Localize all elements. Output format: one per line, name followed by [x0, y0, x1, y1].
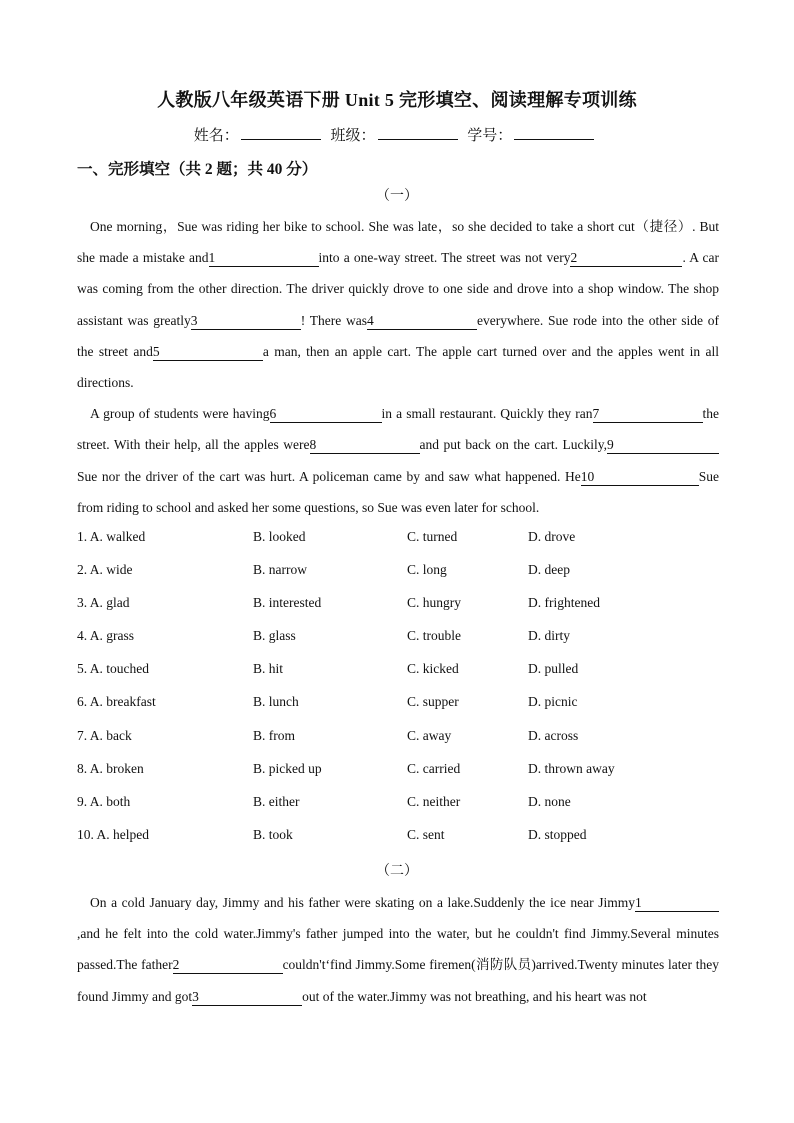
option-a: 5. A. touched [77, 661, 149, 677]
option-b: B. from [253, 727, 295, 743]
option-c: C. sent [407, 826, 445, 842]
blank-10: 10 [581, 469, 699, 486]
option-c: C. trouble [407, 628, 461, 644]
blank-3: 3 [191, 313, 301, 330]
passage-text: One morning，Sue was riding her bike to school. She was late，so she decided to take a short cut（捷径）. But she made a mistake and [77, 219, 719, 266]
option-b: B. lunch [253, 694, 299, 710]
passage-two [77, 887, 719, 1012]
question-row [77, 794, 719, 827]
name-blank[interactable] [241, 125, 321, 140]
option-c: C. neither [407, 793, 461, 809]
option-d: D. drove [528, 529, 576, 544]
question-row [77, 628, 719, 661]
passage-paragraph [77, 887, 719, 1012]
option-d: D. frightened [528, 595, 600, 611]
question-options [77, 529, 719, 860]
question-row [77, 529, 719, 562]
name-label: 姓名： [193, 128, 239, 144]
option-d: D. deep [528, 562, 570, 578]
option-d: D. stopped [528, 826, 587, 842]
option-a: 4. A. grass [77, 628, 134, 644]
passage-text: in a small restaurant. Quickly they ran [381, 406, 593, 422]
option-d: D. thrown away [528, 760, 615, 776]
blank-2: 2 [173, 957, 283, 974]
passage-text: couldn't‘find Jimmy.Some firemen(消防队员)arrived.Twenty minutes later they found Jimmy and got [77, 957, 719, 1004]
option-b: B. looked [253, 529, 306, 544]
blank-9: 9 [607, 437, 719, 454]
question-row [77, 595, 719, 628]
passage-text: ! There was [300, 312, 367, 328]
passage-paragraph [77, 211, 719, 398]
option-c: C. away [407, 727, 452, 743]
passage-text: A group of students were having [90, 406, 270, 422]
question-row [77, 661, 719, 694]
option-a: 10. A. helped [77, 826, 149, 842]
option-b: B. glass [253, 628, 296, 644]
blank-7: 7 [593, 406, 703, 423]
option-a: 2. A. wide [77, 562, 133, 578]
passage-text: a man, then an apple cart. The apple cart turned over and the apples went in all directions. [77, 343, 719, 391]
option-c: C. supper [407, 694, 459, 710]
option-d: D. pulled [528, 661, 579, 677]
option-d: D. none [528, 793, 571, 809]
option-d: D. across [528, 727, 579, 743]
option-b: B. hit [253, 661, 284, 677]
question-row [77, 694, 719, 727]
blank-4: 4 [367, 313, 477, 330]
blank-5: 5 [153, 344, 263, 361]
passage-text: the street. With their help, all the apples were [77, 406, 720, 453]
passage-text: Sue nor the driver of the cart was hurt. A policeman came by and saw what happened. He [77, 468, 581, 484]
option-c: C. kicked [407, 661, 459, 677]
option-c: C. hungry [407, 595, 461, 611]
option-b: B. either [253, 793, 300, 809]
passage-text: and put back on the cart. Luckily, [419, 437, 607, 453]
option-a: 9. A. both [77, 793, 131, 809]
question-row [77, 827, 719, 860]
section-heading: 一、完形填空（共 2 题；共 40 分） [77, 161, 318, 178]
option-c: C. carried [407, 760, 461, 776]
option-a: 8. A. broken [77, 760, 144, 776]
passage-text: into a one-way street. The street was not very [318, 250, 571, 266]
passage-two-label: （二） [376, 864, 418, 879]
option-a: 3. A. glad [77, 595, 130, 611]
blank-6: 6 [270, 406, 382, 423]
blank-2: 2 [570, 250, 682, 267]
question-row [77, 761, 719, 794]
passage-one-label: （一） [376, 189, 418, 204]
blank-3: 3 [192, 989, 302, 1006]
question-row [77, 728, 719, 761]
class-blank[interactable] [378, 125, 458, 140]
option-b: B. picked up [253, 760, 322, 776]
option-a: 6. A. breakfast [77, 694, 156, 710]
passage-text: ,and he felt into the cold water.Jimmy's father jumped into the water, but he couldn't find Jimmy.Several minutes passed.The father [77, 926, 719, 973]
option-c: C. turned [407, 529, 458, 544]
passage-text: . A car was coming from the other direction. The driver quickly drove to one side and drove into a shop window. The shop assistant was greatly [77, 250, 719, 328]
option-a: 7. A. back [77, 727, 132, 743]
passage-text: Sue from riding to school and asked her some questions, so Sue was even later for school. [77, 468, 719, 515]
option-b: B. interested [253, 595, 322, 611]
passage-text: On a cold January day, Jimmy and his father were skating on a lake.Suddenly the ice near Jimmy [90, 895, 635, 910]
passage-paragraph [77, 398, 719, 523]
number-blank[interactable] [514, 125, 594, 140]
question-row [77, 562, 719, 595]
blank-1: 1 [209, 250, 319, 267]
option-d: D. picnic [528, 694, 578, 710]
option-a: 1. A. walked [77, 529, 146, 544]
option-b: B. narrow [253, 562, 307, 578]
blank-1: 1 [635, 895, 719, 912]
passage-text: out of the water.Jimmy was not breathing, and his heart was not [302, 988, 647, 1004]
class-label: 班级： [330, 128, 376, 144]
passage-text: everywhere. Sue rode into the other side of the street and [77, 312, 720, 359]
number-label: 学号： [467, 128, 513, 144]
option-b: B. took [253, 826, 293, 842]
option-d: D. dirty [528, 628, 570, 644]
page-title: 人教版八年级英语下册 Unit 5 完形填空、阅读理解专项训练 [157, 90, 637, 110]
blank-8: 8 [310, 437, 420, 454]
student-info-line [0, 124, 794, 145]
option-c: C. long [407, 562, 447, 578]
passage-one [77, 211, 719, 523]
